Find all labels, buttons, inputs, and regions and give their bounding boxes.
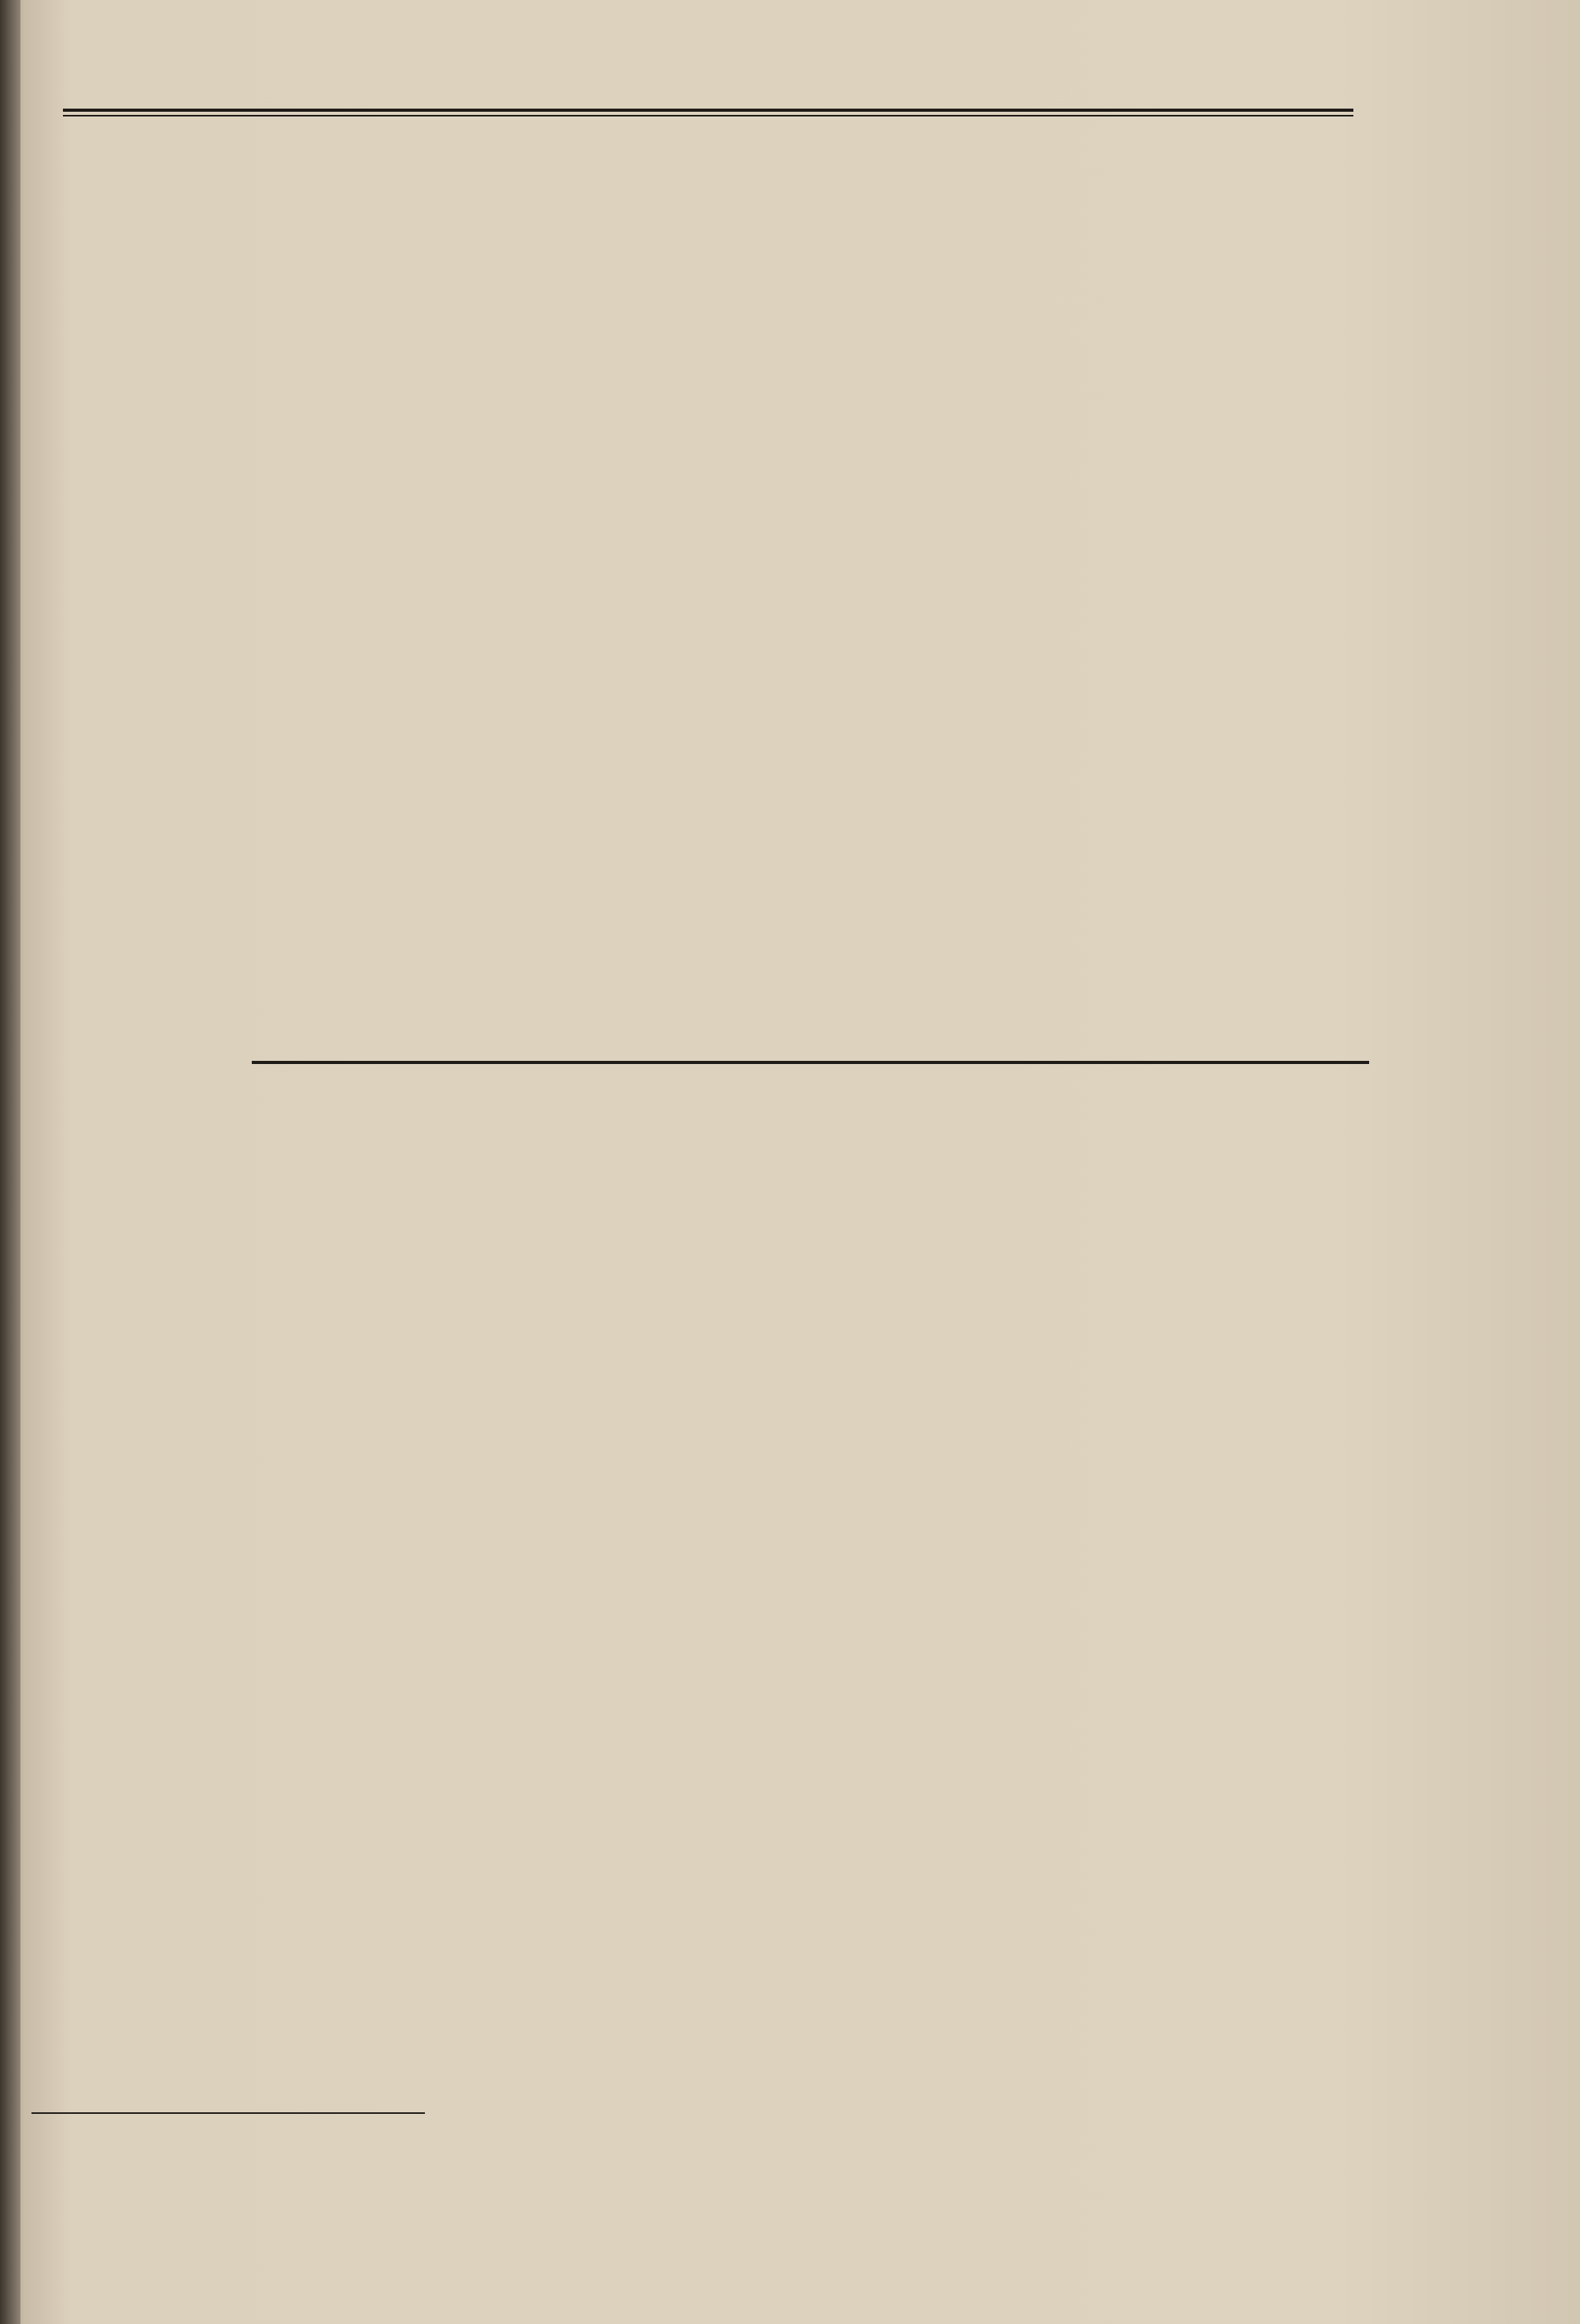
footnote-rule — [31, 2112, 425, 2114]
header-rule-top — [63, 109, 1353, 112]
table-total-rule — [252, 1061, 1369, 1064]
header-rule-bottom — [63, 115, 1353, 116]
running-header — [57, 57, 1363, 112]
book-spine-shadow — [0, 0, 20, 2324]
